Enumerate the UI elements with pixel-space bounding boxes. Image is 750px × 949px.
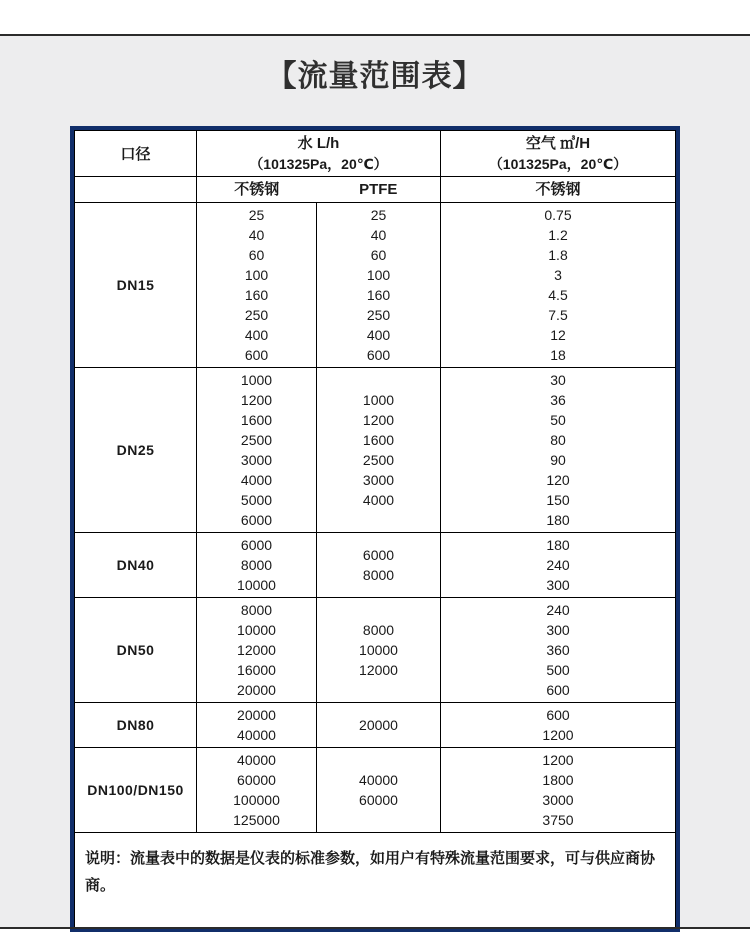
- flow-row-dn15: [75, 203, 676, 368]
- flow-value: 1600: [362, 432, 395, 448]
- page-title: 【流量范围表】: [266, 60, 484, 93]
- flow-value: 500: [546, 662, 570, 678]
- flow-value: 40: [248, 227, 265, 243]
- header-air-title: 空气 ㎥/H: [525, 134, 591, 152]
- flow-value: 120: [546, 472, 570, 488]
- flow-value: 150: [546, 492, 570, 508]
- air-stainless-values: [441, 598, 676, 703]
- flow-value: 3000: [240, 452, 273, 468]
- flow-value: 3000: [362, 472, 395, 488]
- flow-value: 180: [546, 512, 570, 528]
- top-white-band: [0, 0, 750, 34]
- header-water-condition: （101325Pa，20℃）: [249, 155, 388, 172]
- flow-value: 1600: [240, 412, 273, 428]
- flow-value: 50: [550, 412, 566, 428]
- flow-row-dn100-dn150: [75, 748, 676, 833]
- flow-value: 40000: [237, 752, 276, 768]
- flow-value: 400: [366, 327, 391, 343]
- flow-value: 12000: [359, 662, 398, 678]
- flow-value: 125000: [233, 812, 280, 828]
- water-ptfe-values: [317, 368, 441, 533]
- air-stainless-values: [441, 533, 676, 598]
- diameter-cell: DN100/DN150: [75, 748, 197, 833]
- flow-value: 250: [366, 307, 391, 323]
- flow-value: 7.5: [548, 307, 568, 323]
- flow-value: 10000: [359, 642, 398, 658]
- diameter-cell: DN50: [75, 598, 197, 703]
- flow-value: 20000: [359, 717, 398, 733]
- header-empty-cell: [75, 177, 197, 203]
- bottom-rule: [0, 927, 750, 929]
- flow-value: 600: [244, 347, 269, 363]
- flow-value: 3750: [542, 812, 574, 828]
- flow-row-dn50: [75, 598, 676, 703]
- flow-value: 400: [244, 327, 269, 343]
- header-water: [197, 131, 441, 177]
- flow-value: 360: [546, 642, 570, 658]
- table-note: 说明：流量表中的数据是仪表的标准参数，如用户有特殊流量范围要求，可与供应商协商。: [75, 833, 676, 928]
- header-water-stainless: 不锈钢: [197, 177, 317, 203]
- flow-value: 1200: [362, 412, 395, 428]
- flow-value: 1000: [362, 392, 395, 408]
- header-water-ptfe: PTFE: [317, 177, 441, 203]
- flow-value: 8000: [240, 557, 273, 573]
- note-row: [75, 833, 676, 928]
- water-ptfe-values: [317, 533, 441, 598]
- water-ptfe-values: [317, 598, 441, 703]
- flow-value: 6000: [362, 547, 395, 563]
- flow-value: 600: [546, 707, 570, 723]
- flow-value: 100: [366, 267, 391, 283]
- flow-value: 8000: [240, 602, 273, 618]
- flow-row-dn25: [75, 368, 676, 533]
- water-stainless-values: [197, 598, 317, 703]
- flow-value: 16000: [237, 662, 276, 678]
- flow-value: 40000: [237, 727, 276, 743]
- water-stainless-values: [197, 368, 317, 533]
- flow-value: 250: [244, 307, 269, 323]
- flow-value: 2500: [240, 432, 273, 448]
- air-stainless-values: [441, 703, 676, 748]
- header-air-condition: （101325Pa，20℃）: [488, 155, 628, 172]
- flow-value: 100000: [233, 792, 280, 808]
- flow-range-table: [70, 126, 680, 932]
- flow-value: 20000: [237, 707, 276, 723]
- flow-value: 60: [248, 247, 265, 263]
- flow-value: 240: [546, 602, 570, 618]
- water-stainless-values: [197, 533, 317, 598]
- flow-value: 60000: [237, 772, 276, 788]
- diameter-cell: DN80: [75, 703, 197, 748]
- flow-value: 1.2: [548, 227, 568, 243]
- flow-value: 25: [370, 207, 387, 223]
- flow-value: 1.8: [548, 247, 568, 263]
- flow-value: 300: [546, 622, 570, 638]
- air-stainless-values: [441, 203, 676, 368]
- flow-value: 25: [248, 207, 265, 223]
- diameter-cell: DN15: [75, 203, 197, 368]
- flow-value: 30: [550, 372, 566, 388]
- flow-value: 180: [546, 537, 570, 553]
- water-ptfe-values: [317, 203, 441, 368]
- flow-value: 3000: [542, 792, 574, 808]
- flow-value: 36: [550, 392, 566, 408]
- flow-value: 2500: [362, 452, 395, 468]
- water-stainless-values: [197, 748, 317, 833]
- flow-row-dn40: [75, 533, 676, 598]
- flow-value: 0.75: [544, 207, 572, 223]
- flow-value: 5000: [240, 492, 273, 508]
- water-ptfe-values: [317, 748, 441, 833]
- flow-range-table-grid: [74, 130, 676, 928]
- air-stainless-values: [441, 368, 676, 533]
- flow-value: 100: [244, 267, 269, 283]
- flow-value: 160: [244, 287, 269, 303]
- flow-value: 240: [546, 557, 570, 573]
- flow-value: 1200: [240, 392, 273, 408]
- air-stainless-values: [441, 748, 676, 833]
- flow-value: 3: [554, 267, 562, 283]
- flow-value: 12: [550, 327, 566, 343]
- header-air-stainless: 不锈钢: [441, 177, 676, 203]
- header-water-title: 水 L/h: [297, 134, 340, 152]
- flow-value: 6000: [240, 537, 273, 553]
- diameter-cell: DN40: [75, 533, 197, 598]
- flow-value: 60000: [359, 792, 398, 808]
- header-row-materials: [75, 177, 676, 203]
- flow-value: 8000: [362, 622, 395, 638]
- flow-value: 1200: [542, 752, 574, 768]
- flow-value: 18: [550, 347, 566, 363]
- water-stainless-values: [197, 203, 317, 368]
- flow-value: 1000: [240, 372, 273, 388]
- flow-value: 90: [550, 452, 566, 468]
- flow-value: 20000: [237, 682, 276, 698]
- header-air: [441, 131, 676, 177]
- header-row-units: [75, 131, 676, 177]
- flow-value: 60: [370, 247, 387, 263]
- flow-value: 8000: [362, 567, 395, 583]
- header-diameter: 口径: [75, 131, 197, 177]
- page-body: [0, 36, 750, 927]
- water-ptfe-values: [317, 703, 441, 748]
- flow-value: 300: [546, 577, 570, 593]
- flow-value: 600: [546, 682, 570, 698]
- flow-value: 1800: [542, 772, 574, 788]
- flow-value: 4000: [362, 492, 395, 508]
- diameter-cell: DN25: [75, 368, 197, 533]
- flow-value: 10000: [237, 622, 276, 638]
- flow-value: 80: [550, 432, 566, 448]
- water-stainless-values: [197, 703, 317, 748]
- flow-value: 600: [366, 347, 391, 363]
- flow-value: 10000: [237, 577, 276, 593]
- flow-value: 40: [370, 227, 387, 243]
- flow-value: 4.5: [548, 287, 568, 303]
- flow-value: 12000: [237, 642, 276, 658]
- flow-value: 1200: [542, 727, 574, 743]
- flow-value: 4000: [240, 472, 273, 488]
- flow-value: 6000: [240, 512, 273, 528]
- flow-value: 40000: [359, 772, 398, 788]
- flow-value: 160: [366, 287, 391, 303]
- flow-row-dn80: [75, 703, 676, 748]
